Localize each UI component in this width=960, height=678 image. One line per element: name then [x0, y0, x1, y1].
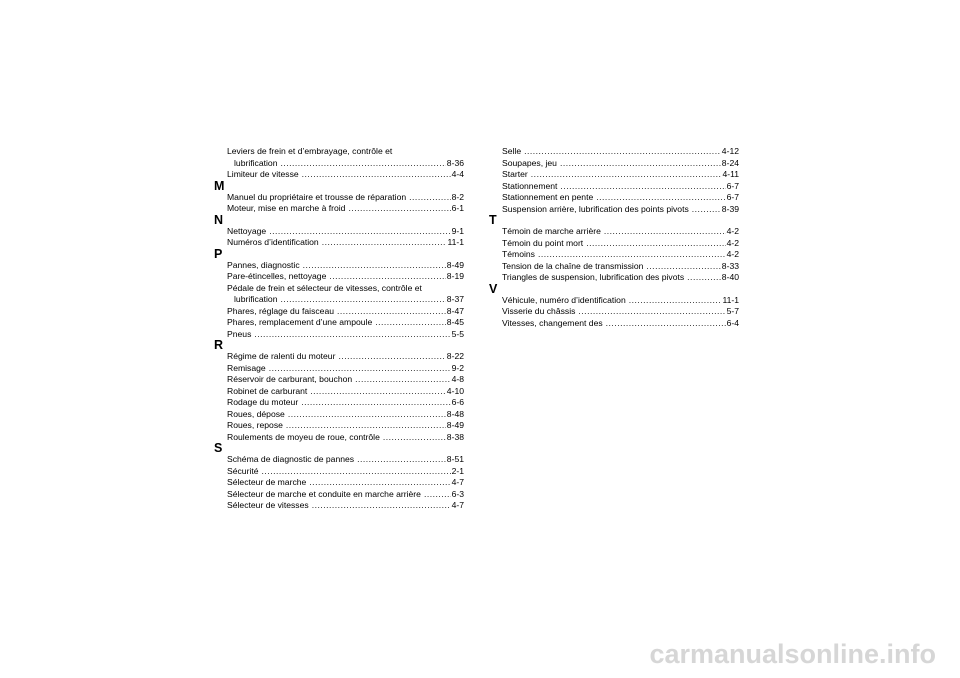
page-number: 8-37 [446, 294, 464, 304]
dot-leader [560, 181, 725, 193]
entry-text: Témoin du point mort [502, 237, 584, 248]
entry-text: Roulements de moyeu de roue, contrôle [227, 431, 380, 442]
dot-leader [322, 237, 447, 249]
page-number: 4-8 [451, 374, 464, 384]
index-entry-phares-reglage-du-faisceau [227, 306, 464, 318]
page-number: 4-11 [722, 169, 739, 179]
entry-text: Phares, remplacement d’une ampoule [227, 317, 373, 327]
entry-text: Robinet de carburant [227, 385, 308, 396]
page-number: 8-47 [446, 305, 464, 316]
dot-leader [254, 329, 450, 341]
index-entry-phares-remplacement-d-une-ampoule [227, 317, 464, 329]
entry-text: Schéma de diagnostic de pannes [227, 454, 355, 464]
entry-text: Leviers de frein et d’embrayage, contrôle et [227, 146, 393, 156]
dot-leader [586, 238, 725, 250]
index-entry-reservoir-de-carburant-bouchon [227, 374, 464, 386]
entry-text: Roues, repose [227, 420, 283, 430]
entry-text: Nettoyage [227, 225, 267, 236]
index-letter-p: P [214, 246, 223, 261]
index-entry-nettoyage [227, 226, 464, 238]
index-entry-robinet-de-carburant [227, 386, 464, 398]
entry-text: Starter [502, 169, 528, 179]
dot-leader [312, 500, 451, 512]
index-entry-roulements-de-moyeu-de-roue-controle [227, 432, 464, 444]
entry-text: Soupapes, jeu [502, 157, 557, 168]
index-entry-soupapes-jeu [502, 158, 739, 170]
page-number: 5-7 [726, 306, 739, 316]
page-number: 4-12 [721, 146, 739, 156]
page-number: 6-7 [726, 180, 739, 191]
dot-leader [302, 169, 451, 181]
page-number: 8-49 [446, 259, 464, 270]
index-entry-selle [502, 146, 739, 158]
page-number: 8-19 [446, 271, 464, 281]
entry-text: Stationnement [502, 180, 558, 191]
page-number: 8-38 [446, 431, 464, 442]
index-entry-selecteur-de-marche [227, 477, 464, 489]
dot-leader [692, 204, 721, 216]
entry-text: Réservoir de carburant, bouchon [227, 374, 353, 384]
index-entry-securite [227, 466, 464, 478]
dot-leader [687, 272, 721, 284]
dot-leader [288, 409, 446, 421]
index-entry-starter [502, 169, 739, 181]
page-number: 6-1 [451, 203, 464, 213]
dot-leader [578, 306, 725, 318]
page-number: 5-5 [451, 328, 464, 339]
page-number: 6-4 [726, 317, 739, 328]
page-number: 8-45 [446, 317, 464, 327]
dot-leader [338, 351, 445, 363]
index-entry-numeros-d-identification [227, 237, 464, 249]
page-number: 11-1 [722, 294, 739, 305]
page-number: 8-48 [446, 408, 464, 419]
page-number: 8-39 [721, 203, 739, 214]
index-entry-pannes-diagnostic [227, 260, 464, 272]
index-entry-leviers-de-frein-et-d-embrayage-controle [227, 146, 464, 169]
dot-leader [357, 454, 446, 466]
entry-text: Témoin de marche arrière [502, 226, 601, 236]
index-entry-remisage [227, 363, 464, 375]
entry-text: Roues, dépose [227, 408, 285, 419]
index-entry-roues-repose [227, 420, 464, 432]
dot-leader [383, 432, 446, 444]
entry-text: lubrification [234, 157, 278, 168]
index-entry-schema-de-diagnostic-de-pannes [227, 454, 464, 466]
page-number: 8-24 [721, 157, 739, 168]
index-entry-selecteur-de-marche-et-conduite-en-march [227, 489, 464, 501]
index-entry-triangles-de-suspension-lubrification-de [502, 272, 739, 284]
index-entry-selecteur-de-vitesses [227, 500, 464, 512]
page-number: 11-1 [447, 237, 464, 247]
page-number: 8-49 [446, 420, 464, 430]
page-number: 6-6 [451, 397, 464, 407]
page-number: 9-2 [451, 362, 464, 373]
entry-text: Selle [502, 146, 522, 156]
index-entry-temoins [502, 249, 739, 261]
dot-leader [269, 226, 450, 238]
index-column-right [489, 146, 739, 329]
dot-leader [375, 317, 446, 329]
dot-leader [329, 271, 445, 283]
entry-text: Sélecteur de vitesses [227, 500, 309, 510]
index-entry-limiteur-de-vitesse [227, 169, 464, 181]
dot-leader [269, 363, 451, 375]
index-letter-s: S [214, 441, 223, 455]
entry-text: Sécurité [227, 465, 259, 476]
index-entry-suspension-arriere-lubrification-des-poi [502, 204, 739, 216]
watermark: carmanualsonline.info [649, 639, 936, 669]
entry-text: Pare-étincelles, nettoyage [227, 271, 327, 281]
page-number: 4-2 [726, 249, 739, 259]
index-letter-t: T [489, 213, 497, 227]
index-entry-stationnement [502, 181, 739, 193]
index-entry-temoin-de-marche-arriere [502, 226, 739, 238]
entry-text: Triangles de suspension, lubrification des pivots [502, 272, 685, 282]
page-number: 2-1 [451, 465, 464, 476]
index-entry-temoin-du-point-mort [502, 238, 739, 250]
entry-text: Pneus [227, 328, 252, 339]
dot-leader [262, 466, 451, 478]
page-number: 4-7 [451, 477, 464, 487]
entry-text: Sélecteur de marche [227, 477, 307, 487]
dot-leader [524, 146, 721, 158]
dot-leader [560, 158, 721, 170]
index-entry-roues-depose [227, 409, 464, 421]
entry-text: Vitesses, changement des [502, 317, 603, 328]
page-number: 8-36 [446, 157, 464, 168]
entry-text: Sélecteur de marche et conduite en marche arrière [227, 488, 421, 499]
page-number: 9-1 [451, 225, 464, 236]
dot-leader [596, 192, 725, 204]
page-number: 6-3 [451, 488, 464, 499]
entry-text: Remisage [227, 362, 266, 373]
index-column-left [214, 146, 464, 512]
page-number: 8-51 [446, 454, 464, 464]
page-number: 4-2 [726, 226, 739, 236]
page-number: 4-2 [726, 237, 739, 248]
dot-leader [309, 477, 450, 489]
dot-leader [629, 295, 722, 307]
dot-leader [348, 203, 450, 215]
dot-leader [538, 249, 726, 261]
entry-text: lubrification [234, 294, 278, 304]
index-entry-pneus [227, 329, 464, 341]
dot-leader [303, 260, 446, 272]
index-entry-manuel-du-proprietaire-et-trousse-de-rep [227, 192, 464, 204]
index-entry-regime-de-ralenti-du-moteur [227, 351, 464, 363]
entry-text: Numéros d’identification [227, 237, 319, 247]
entry-text: Stationnement en pente [502, 192, 594, 202]
index-entry-visserie-du-chassis [502, 306, 739, 318]
index-letter-n: N [214, 212, 224, 227]
entry-text: Visserie du châssis [502, 306, 576, 316]
entry-text: Témoins [502, 249, 535, 259]
index-entry-stationnement-en-pente [502, 192, 739, 204]
index-entry-tension-de-la-chaine-de-transmission [502, 261, 739, 273]
page-number: 4-10 [446, 385, 464, 396]
entry-text: Régime de ralenti du moteur [227, 351, 336, 361]
page-number: 4-7 [451, 500, 464, 510]
dot-leader [424, 489, 451, 501]
index-entry-pedale-de-frein-et-selecteur-de-vitesses [227, 283, 464, 306]
index-entry-vitesses-changement-des [502, 318, 739, 330]
index-letter-r: R [214, 338, 224, 352]
entry-text: Limiteur de vitesse [227, 169, 299, 179]
dot-leader [280, 294, 445, 306]
entry-text: Manuel du propriétaire et trousse de réparation [227, 191, 407, 202]
dot-leader [337, 306, 446, 318]
entry-text: Moteur, mise en marche à froid [227, 203, 346, 213]
dot-leader [606, 318, 726, 330]
entry-text: Pannes, diagnostic [227, 259, 300, 270]
page-number: 8-33 [721, 260, 739, 271]
entry-text: Pédale de frein et sélecteur de vitesses, contrôle et [227, 282, 422, 293]
entry-text: Phares, réglage du faisceau [227, 305, 335, 316]
index-entry-vehicule-numero-d-identification [502, 295, 739, 307]
index-entry-pare-etincelles-nettoyage [227, 271, 464, 283]
dot-leader [301, 397, 450, 409]
page-number: 8-2 [451, 191, 464, 202]
dot-leader [646, 261, 720, 273]
entry-text: Rodage du moteur [227, 397, 299, 407]
page-number: 4-4 [451, 169, 464, 179]
dot-leader [280, 158, 445, 170]
entry-text: Tension de la chaîne de transmission [502, 260, 644, 271]
page-number: 8-22 [446, 351, 464, 361]
dot-leader [531, 169, 722, 181]
entry-text: Véhicule, numéro d’identification [502, 294, 626, 305]
dot-leader [409, 192, 450, 204]
entry-text: Suspension arrière, lubrification des points pivots [502, 203, 689, 214]
index-letter-m: M [214, 178, 225, 193]
page-number: 8-40 [721, 272, 739, 282]
dot-leader [286, 420, 446, 432]
dot-leader [355, 374, 450, 386]
index-letter-v: V [489, 281, 498, 296]
dot-leader [310, 386, 446, 398]
page-number: 6-7 [726, 192, 739, 202]
dot-leader [604, 226, 726, 238]
index-entry-rodage-du-moteur [227, 397, 464, 409]
